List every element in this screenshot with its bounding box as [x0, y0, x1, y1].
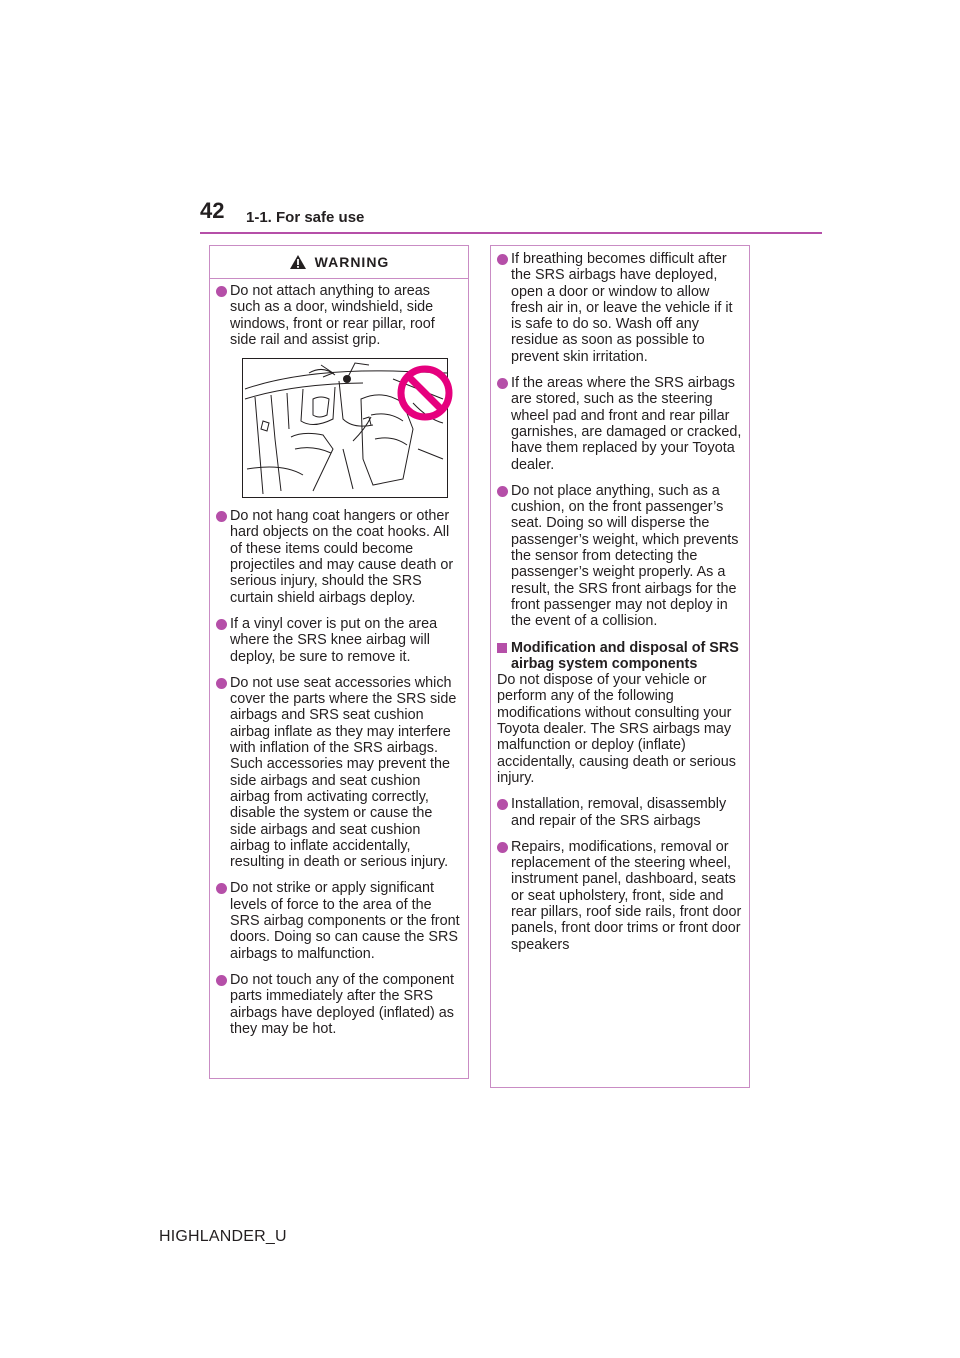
- warning-title: WARNING: [314, 254, 390, 270]
- bullet-icon: [497, 842, 511, 853]
- list-item-text: Do not place anything, such as a cushion, on the front passenger’s seat. Doing so will disperse the passenger’s weight, which prevents the sensor from detecting the passenger’s weight properly. As a result, the SRS front airbags for the front passenger may not deploy in the event of a collision.: [511, 482, 739, 630]
- list-item: [216, 972, 462, 1037]
- warning-box-left: [209, 245, 469, 1079]
- section-title: 1-1. For safe use: [246, 209, 365, 226]
- bullet-icon: [216, 678, 230, 689]
- list-item: [497, 375, 743, 473]
- list-item-text: Do not attach anything to areas such as a door, windshield, side windows, front or rear pillar, roof side rail and assist grip.: [230, 283, 435, 348]
- bullet-icon: [497, 799, 511, 810]
- bullet-icon: [216, 619, 230, 630]
- bullet-icon: [216, 883, 230, 894]
- list-item-text: Do not touch any of the component parts immediately after the SRS airbags have deployed (inflated) as they may be hot.: [230, 971, 455, 1037]
- list-item-text: If breathing becomes difficult after the SRS airbags have deployed, open a door or window to allow fresh air in, or leave the vehicle if it is safe to do so. Wash off any residue as soon as possible to prevent skin irritation.: [511, 251, 733, 365]
- page-number: 42: [200, 198, 225, 223]
- interior-illustration: [242, 358, 448, 498]
- footer-label: HIGHLANDER_U: [159, 1228, 287, 1245]
- warning-list-right: [491, 246, 749, 953]
- prohibition-icon: [395, 363, 455, 423]
- warning-triangle-icon: [289, 254, 307, 270]
- bullet-icon: [216, 975, 230, 986]
- bullet-icon: [216, 511, 230, 522]
- square-bullet-icon: [497, 643, 511, 653]
- bullet-icon: [497, 486, 511, 497]
- modification-paragraph: Do not dispose of your vehicle or perform any of the following modifications without consulting your Toyota dealer. The SRS airbags may malfunction or deploy (inflate) accidentally, causing death or serious injury.: [497, 672, 736, 786]
- bullet-icon: [497, 378, 511, 389]
- list-item-text: If the areas where the SRS airbags are stored, such as the steering wheel pad and front and rear pillar garnishes, are damaged or cracked, have them replaced by your Toyota dealer.: [511, 375, 742, 473]
- list-item: [497, 796, 743, 829]
- list-item: [216, 616, 462, 665]
- warning-box-right: [490, 245, 750, 1088]
- list-item: [497, 483, 743, 630]
- bullet-icon: [497, 254, 511, 265]
- list-item: [216, 508, 462, 606]
- warning-list-left: [210, 279, 468, 1037]
- bullet-icon: [216, 286, 230, 297]
- list-item-text: If a vinyl cover is put on the area where the SRS knee airbag will deploy, be sure to remove it.: [230, 615, 438, 665]
- list-item: [497, 251, 743, 365]
- list-item-text: Installation, removal, disassembly and repair of the SRS airbags: [511, 796, 727, 829]
- list-item-text: Do not use seat accessories which cover the parts where the SRS side airbags and SRS seat cushion airbag inflate as they may interfere with inflation of the SRS airbags. Such accessories may prevent the side airbags and seat cushion airbag from activating correctly, disable the system or cause the side airbags and seat cushion airbag to inflate accidentally, resulting in death or serious injury.: [230, 674, 457, 871]
- modification-heading-text: Modification and disposal of SRS airbag system components: [511, 639, 739, 672]
- list-item-text: Repairs, modifications, removal or replacement of the steering wheel, instrument panel, dashboard, seats or seat upholstery, front, side and rear pillars, roof side rails, front door panels, front door trims or front door speakers: [511, 838, 742, 953]
- list-item: [216, 283, 462, 348]
- list-item: [216, 880, 462, 961]
- list-item-text: Do not strike or apply significant levels of force to the area of the SRS airbag components or the front doors. Doing so can cause the SRS airbags to malfunction.: [230, 880, 460, 962]
- list-item-text: Do not hang coat hangers or other hard objects on the coat hooks. All of these items could become projectiles and may cause death or serious injury, should the SRS curtain shield airbags deploy.: [230, 508, 454, 606]
- warning-header: [210, 246, 468, 279]
- modification-heading: [497, 640, 743, 673]
- header-rule: [200, 232, 822, 234]
- list-item: [216, 675, 462, 871]
- list-item: [497, 839, 743, 953]
